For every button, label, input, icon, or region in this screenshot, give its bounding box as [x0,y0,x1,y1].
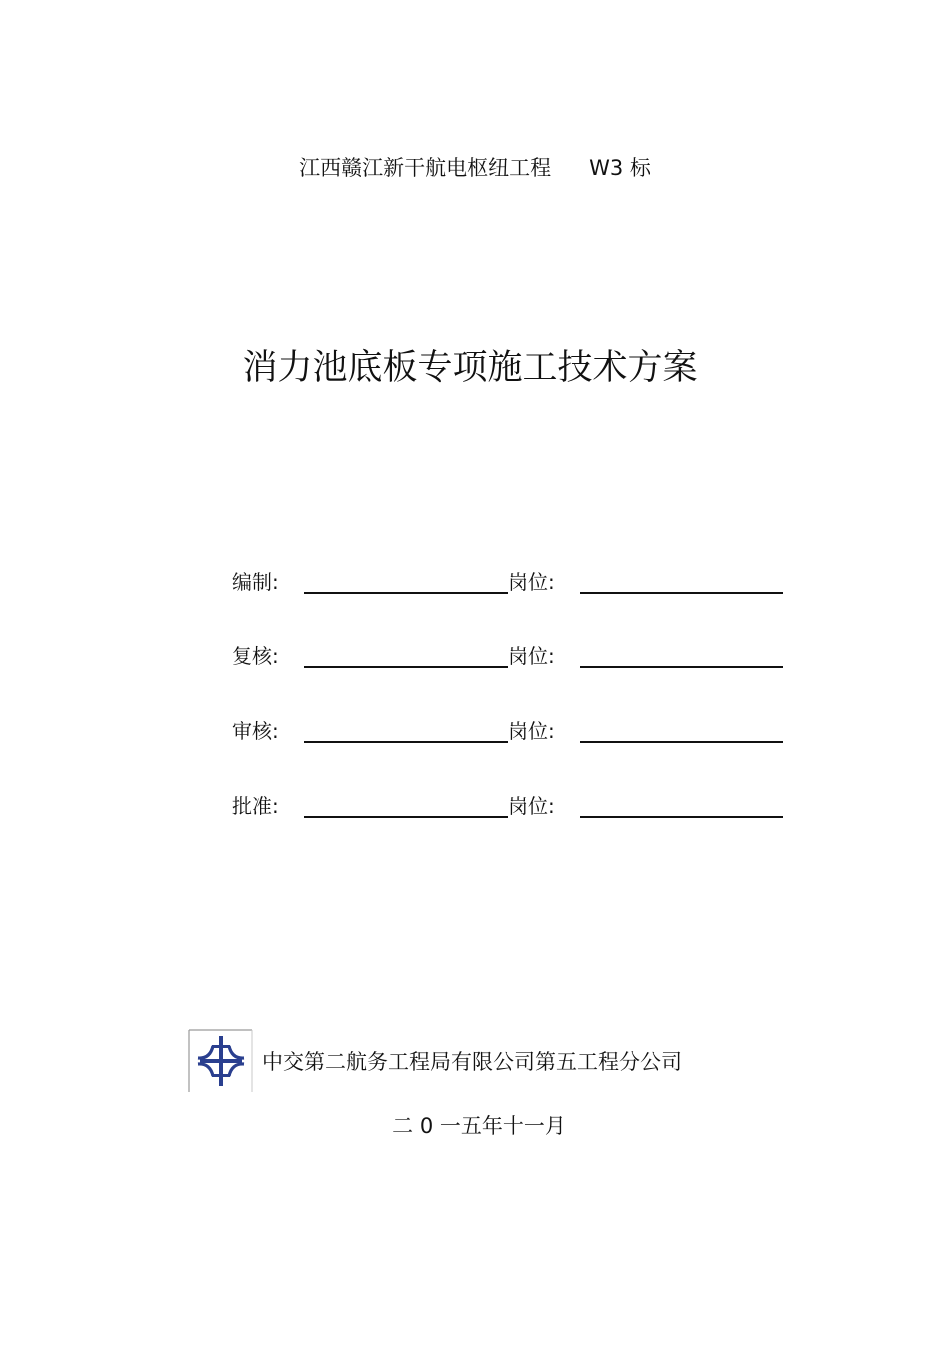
project-name: 江西赣江新干航电枢纽工程 [299,156,552,180]
signature-row-audit [232,715,792,745]
compiler-label: 编制: [232,570,279,594]
signature-row-review [232,640,792,670]
signature-row-compile [232,566,792,596]
reviewer-post-label: 岗位: [508,644,555,668]
reviewer-post-line [580,666,783,668]
document-date: 二 0 一五年十一月 [392,1114,566,1138]
approver-post-label: 岗位: [508,794,555,818]
approver-label: 批准: [232,794,279,818]
compiler-post-line [580,592,783,594]
auditor-label: 审核: [232,719,279,743]
document-title: 消力池底板专项施工技术方案 [242,348,698,388]
approver-post-line [580,816,783,818]
compiler-signature-line [304,592,508,594]
reviewer-label: 复核: [232,644,279,668]
approver-signature-line [304,816,508,818]
signature-row-approve [232,790,792,820]
company-logo-icon [188,1028,254,1094]
section-label: W3 标 [589,156,651,180]
project-header [0,152,950,182]
compiler-post-label: 岗位: [508,570,555,594]
auditor-post-line [580,741,783,743]
company-name: 中交第二航务工程局有限公司第五工程分公司 [262,1050,682,1074]
reviewer-signature-line [304,666,508,668]
auditor-post-label: 岗位: [508,719,555,743]
auditor-signature-line [304,741,508,743]
